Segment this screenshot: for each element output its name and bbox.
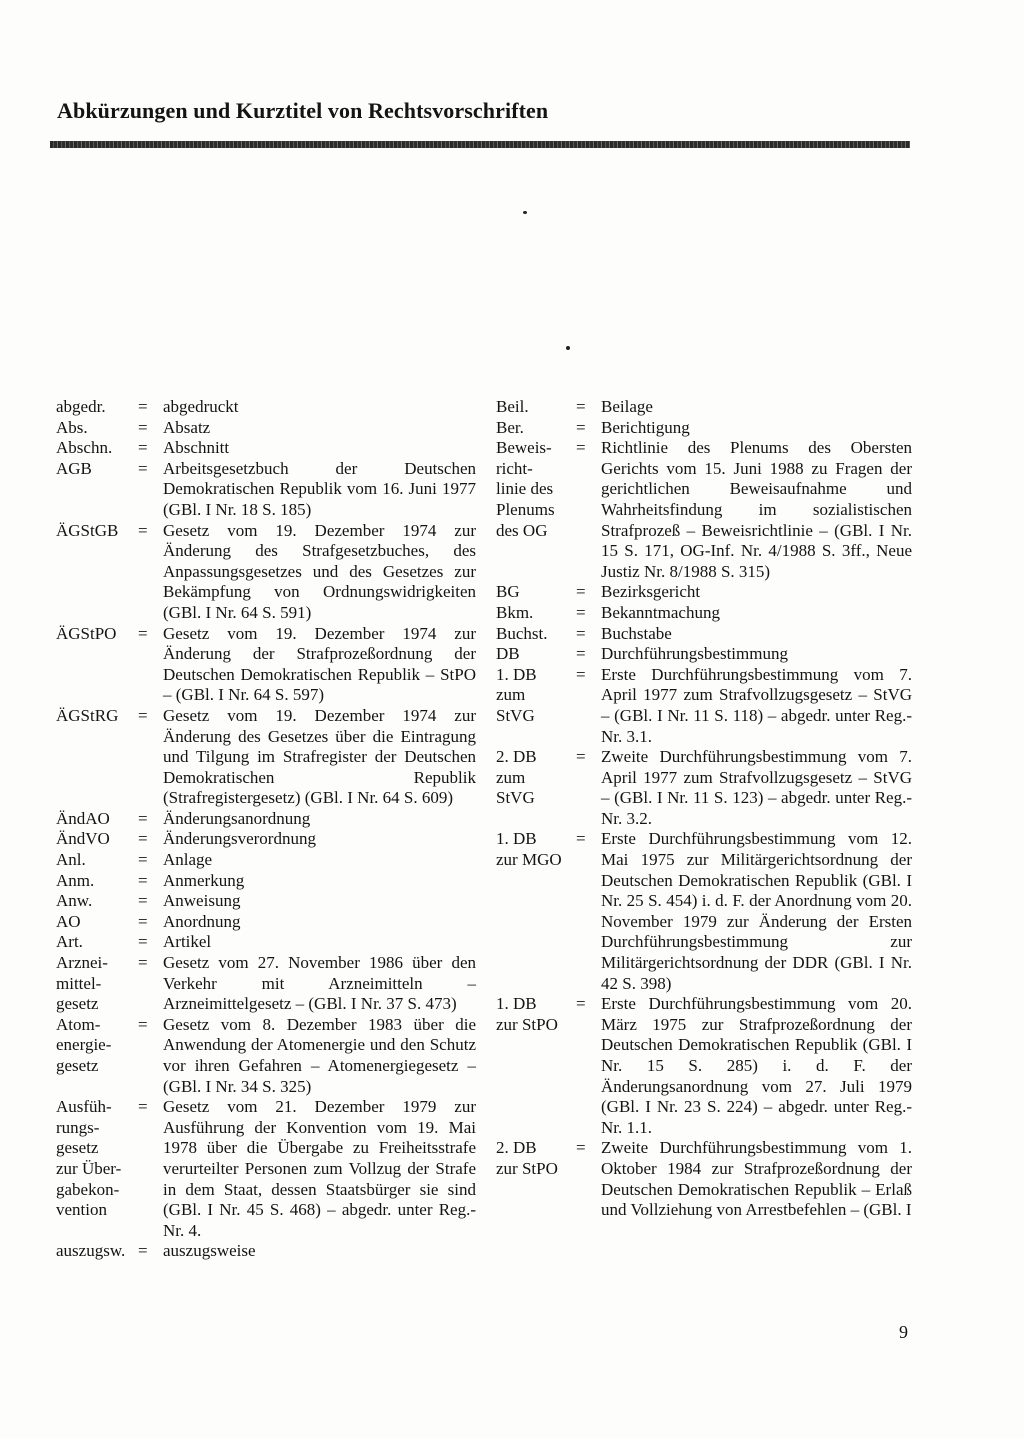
print-speck xyxy=(566,346,570,350)
equals-sign: = xyxy=(576,664,586,684)
equals-sign: = xyxy=(138,1241,148,1261)
equals-sign: = xyxy=(138,808,148,828)
equals-sign: = xyxy=(138,458,148,478)
equals-sign: = xyxy=(138,520,148,540)
abbreviation-term: Beweis- richt- linie des Plenums des OG xyxy=(496,438,555,540)
equals-sign: = xyxy=(138,1014,148,1034)
equals-sign: = xyxy=(138,911,148,931)
abbreviation-term: 1. DB zur StPO xyxy=(496,994,558,1034)
abbreviation-definition: Bekanntmachung xyxy=(601,602,720,622)
abbreviation-entry xyxy=(56,1241,476,1262)
right-abbreviation-column xyxy=(496,397,912,1221)
equals-sign: = xyxy=(138,397,148,416)
abbreviation-definition: Arbeitsgesetzbuch der Deutschen Demokratischen Republik vom 16. Juni 1977 (GBl. I Nr. 18 S. 185) xyxy=(163,458,476,519)
abbreviation-definition: Anmerkung xyxy=(163,870,245,890)
abbreviation-definition: Gesetz vom 8. Dezember 1983 über die Anwendung der Atomenergie und den Schutz vor ihren Gefahren – Atomenergiegesetz – (GBl. I Nr. 34 S. 325) xyxy=(163,1014,476,1096)
abbreviation-entry xyxy=(56,521,476,624)
abbreviation-entry xyxy=(496,747,912,829)
abbreviation-definition: Erste Durchführungsbestimmung vom 20. März 1975 zur Strafprozeßordnung der Deutschen Demokratischen Republik (GBl. I Nr. 15 S. 285) i. d. F. der Änderungsanordnung vom 27. Juli 1979 (GBl. I Nr. 23 S. 224) – abgedr. unter Reg.-Nr. 1.1. xyxy=(601,994,912,1137)
abbreviation-entry xyxy=(496,418,912,439)
abbreviation-term: Abschn. xyxy=(56,438,113,458)
abbreviation-entry xyxy=(496,603,912,624)
abbreviation-entry xyxy=(56,829,476,850)
equals-sign: = xyxy=(138,417,148,437)
abbreviation-entry xyxy=(56,912,476,933)
abbreviation-definition: Zweite Durchführungsbestimmung vom 7. April 1977 zum Strafvollzugsgesetz – StVG – (GBl. I Nr. 11 S. 123) – abgedr. unter Reg.-Nr. 3.2. xyxy=(601,747,912,828)
equals-sign: = xyxy=(576,438,586,458)
abbreviation-definition: Durchführungsbestimmung xyxy=(601,644,788,664)
equals-sign: = xyxy=(138,850,148,870)
abbreviation-definition: Erste Durchführungsbestimmung vom 12. Mai 1975 zur Militärgerichtsordnung der Deutschen Demokratischen Republik (GBl. I Nr. 25 S. 454) i. d. F. der Anordnung vom 20. November 1979 zur Änderung der Ersten Durchführungsbestimmung zur Militärgerichtsordnung der DDR (GBl. I Nr. 42 S. 398) xyxy=(601,829,912,993)
abbreviation-term: Abs. xyxy=(56,417,88,437)
page-title: Abkürzungen und Kurztitel von Rechtsvorschriften xyxy=(57,98,549,123)
equals-sign: = xyxy=(138,1097,148,1117)
abbreviation-term: Anl. xyxy=(56,850,86,870)
abbreviation-term: Atom- energie- gesetz xyxy=(56,1014,112,1075)
abbreviation-entry xyxy=(56,706,476,809)
abbreviation-definition: auszugsweise xyxy=(163,1241,256,1261)
abbreviation-entry xyxy=(56,809,476,830)
abbreviation-term: auszugsw. xyxy=(56,1241,126,1261)
print-speck xyxy=(523,211,527,214)
abbreviation-entry xyxy=(56,1015,476,1097)
abbreviation-definition: Erste Durchführungsbestimmung vom 7. April 1977 zum Strafvollzugsgesetz – StVG – (GBl. I Nr. 11 S. 118) – abgedr. unter Reg.-Nr. 3.1. xyxy=(601,664,912,746)
abbreviation-term: AO xyxy=(56,911,81,931)
abbreviation-term: 1. DB zum StVG xyxy=(496,664,537,725)
equals-sign: = xyxy=(138,705,148,725)
abbreviation-entry xyxy=(56,624,476,706)
equals-sign: = xyxy=(138,891,148,911)
abbreviation-entry xyxy=(496,644,912,665)
abbreviation-term: Art. xyxy=(56,932,83,952)
abbreviation-entry xyxy=(56,418,476,439)
abbreviation-entry xyxy=(56,1097,476,1241)
equals-sign: = xyxy=(576,397,586,416)
abbreviation-term: abgedr. xyxy=(56,397,106,416)
abbreviation-term: 1. DB zur MGO xyxy=(496,829,562,870)
abbreviation-definition: Änderungsverordnung xyxy=(163,829,316,849)
equals-sign: = xyxy=(576,1138,586,1158)
abbreviation-definition: Zweite Durchführungsbestimmung vom 1. Oktober 1984 zur Strafprozeßordnung der Deutschen Demokratischen Republik – Erlaß und Vollziehung von Arrestbefehlen – (GBl. I xyxy=(601,1138,912,1220)
abbreviation-definition: Anlage xyxy=(163,850,213,870)
abbreviation-definition: Abschnitt xyxy=(163,438,230,458)
abbreviation-entry xyxy=(496,829,912,994)
abbreviation-entry xyxy=(56,459,476,521)
equals-sign: = xyxy=(576,582,586,602)
abbreviation-entry xyxy=(56,438,476,459)
abbreviation-definition: Gesetz vom 19. Dezember 1974 zur Änderung des Strafgesetzbuches, des Anpassungsgesetzes und des Gesetzes zur Bekämpfung von Ordnungswidrigkeiten (GBl. I Nr. 64 S. 591) xyxy=(163,520,476,622)
abbreviation-term: 2. DB zur StPO xyxy=(496,1138,558,1178)
abbreviation-definition: Artikel xyxy=(163,932,212,952)
abbreviation-entry xyxy=(56,932,476,953)
abbreviation-entry xyxy=(496,438,912,582)
abbreviation-definition: Gesetz vom 19. Dezember 1974 zur Änderung des Gesetzes über die Eintragung und Tilgung im Strafregister der Deutschen Demokratischen Republik (Strafregistergesetz) (GBl. I Nr. 64 S. 609) xyxy=(163,705,476,808)
abbreviation-definition: Berichtigung xyxy=(601,417,690,437)
abbreviation-definition: abgedruckt xyxy=(163,397,239,416)
abbreviation-entry xyxy=(496,624,912,645)
equals-sign: = xyxy=(576,747,586,767)
abbreviation-term: Anw. xyxy=(56,891,93,911)
abbreviation-definition: Absatz xyxy=(163,417,211,437)
abbreviation-entry xyxy=(56,397,476,418)
abbreviation-term: AGB xyxy=(56,458,92,478)
abbreviation-entry xyxy=(56,953,476,1015)
abbreviation-definition: Anweisung xyxy=(163,891,241,911)
abbreviation-definition: Gesetz vom 19. Dezember 1974 zur Änderung der Strafprozeßordnung der Deutschen Demokratischen Republik – StPO – (GBl. I Nr. 64 S. 597) xyxy=(163,623,476,705)
abbreviation-entry xyxy=(56,850,476,871)
equals-sign: = xyxy=(576,417,586,437)
abbreviation-definition: Buchstabe xyxy=(601,623,672,643)
abbreviation-term: ÄndVO xyxy=(56,829,110,849)
abbreviation-term: BG xyxy=(496,582,520,602)
abbreviation-term: ÄGStPO xyxy=(56,623,117,643)
abbreviation-entry xyxy=(496,665,912,747)
abbreviation-definition: Bezirksgericht xyxy=(601,582,701,602)
abbreviation-entry xyxy=(496,582,912,603)
abbreviation-entry xyxy=(496,397,912,418)
equals-sign: = xyxy=(138,438,148,458)
equals-sign: = xyxy=(138,829,148,849)
abbreviation-term: Arznei- mittel- gesetz xyxy=(56,953,108,1014)
equals-sign: = xyxy=(576,644,586,664)
abbreviation-term: Buchst. xyxy=(496,623,548,643)
abbreviation-term: ÄGStGB xyxy=(56,520,119,540)
abbreviation-term: ÄGStRG xyxy=(56,705,119,725)
equals-sign: = xyxy=(138,623,148,643)
equals-sign: = xyxy=(576,829,586,849)
equals-sign: = xyxy=(138,870,148,890)
abbreviation-entry xyxy=(496,1138,912,1220)
left-abbreviation-column xyxy=(56,397,476,1262)
abbreviation-definition: Änderungsanordnung xyxy=(163,808,311,828)
equals-sign: = xyxy=(576,623,586,643)
abbreviation-term: Ausfüh- rungs- gesetz zur Über- gabekon- vention xyxy=(56,1097,122,1220)
page-number: 9 xyxy=(899,1322,908,1342)
abbreviation-entry xyxy=(496,994,912,1138)
abbreviation-term: Bkm. xyxy=(496,602,534,622)
title-rule xyxy=(50,141,910,148)
abbreviation-term: DB xyxy=(496,644,520,664)
abbreviation-entry xyxy=(56,871,476,892)
abbreviation-term: Anm. xyxy=(56,870,95,890)
abbreviation-term: Beil. xyxy=(496,397,529,416)
abbreviation-term: 2. DB zum StVG xyxy=(496,747,537,808)
equals-sign: = xyxy=(576,994,586,1014)
abbreviation-definition: Anordnung xyxy=(163,911,241,931)
abbreviation-definition: Gesetz vom 21. Dezember 1979 zur Ausführung der Konvention vom 19. Mai 1978 über die Übergabe zu Freiheitsstrafe verurteilter Personen zum Vollzug der Strafe in dem Staat, dessen Staatsbürger sie sind (GBl. I Nr. 45 S. 468) – abgedr. unter Reg.-Nr. 4. xyxy=(163,1097,476,1240)
abbreviation-entry xyxy=(56,891,476,912)
abbreviation-definition: Gesetz vom 27. November 1986 über den Verkehr mit Arzneimitteln – Arzneimittelgesetz – (GBl. I Nr. 37 S. 473) xyxy=(163,953,476,1014)
abbreviation-term: ÄndAO xyxy=(56,808,110,828)
abbreviation-definition: Richtlinie des Plenums des Obersten Gerichts vom 15. Juni 1988 zu Fragen der gerichtlichen Beweisaufnahme und Wahrheitsfindung im sozialistischen Strafprozeß – Beweisrichtlinie – (GBl. I Nr. 15 S. 171, OG-Inf. Nr. 4/1988 S. 3ff., Neue Justiz Nr. 8/1988 S. 315) xyxy=(601,438,912,581)
equals-sign: = xyxy=(138,932,148,952)
equals-sign: = xyxy=(576,602,586,622)
abbreviation-definition: Beilage xyxy=(601,397,653,416)
equals-sign: = xyxy=(138,953,148,973)
abbreviation-term: Ber. xyxy=(496,417,524,437)
